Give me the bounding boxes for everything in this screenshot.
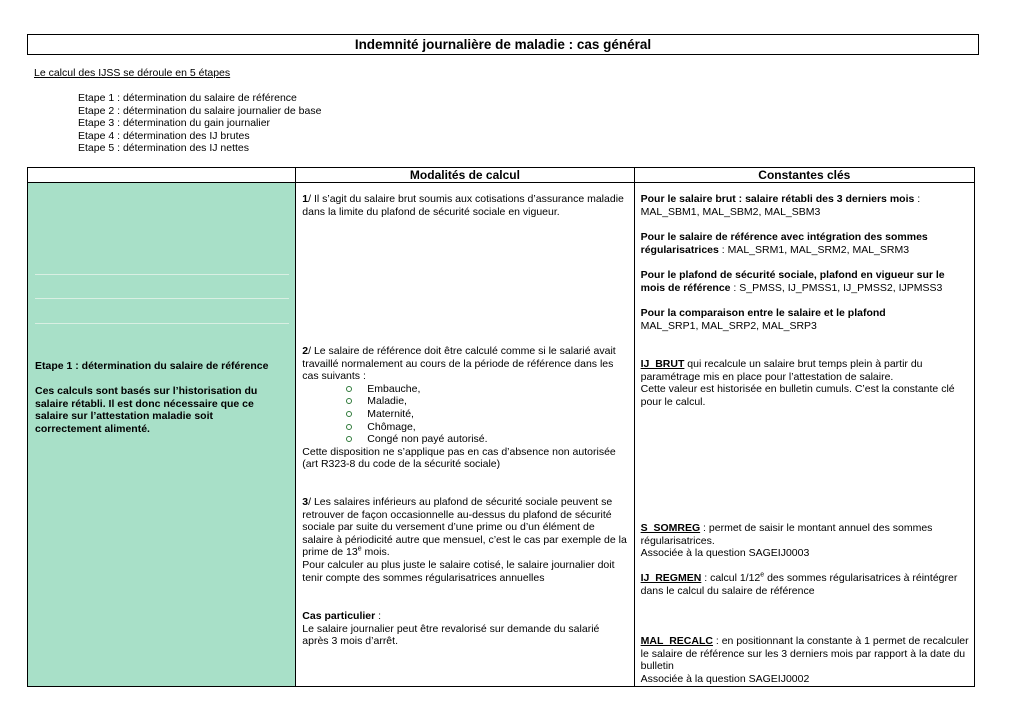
page-title: Indemnité journalière de maladie : cas général [27, 34, 979, 55]
step-item: Etape 3 : détermination du gain journalier [78, 117, 271, 130]
point-number: 2 [302, 345, 309, 357]
header-constantes: Constantes clés [634, 168, 974, 183]
constante-ij-brut: IJ_BRUT qui recalcule un salaire brut temps plein à partir du paramétrage mis en place pour l’attestation de salaire. Cette valeur est historisée en bulletin cumuls. C’est la constante clé pour le calcul. [640, 358, 955, 408]
step-title: Etape 1 : détermination du salaire de référence [35, 360, 269, 372]
cas-particulier: Cas particulier : Le salaire journalier peut être revalorisé sur demande du salarié après 3 mois d’arrêt. [302, 610, 628, 648]
header-modalites: Modalités de calcul [296, 168, 634, 183]
divider [35, 274, 289, 275]
constante-mal-recalc: MAL_RECALC : en positionnant la constante à 1 permet de recalculer le salaire de référence sur les 3 derniers mois par rapport à la date du bulletin Associée à la question SAGEIJ0002 [640, 635, 969, 685]
step-item: Etape 4 : détermination des IJ brutes [78, 129, 250, 142]
calculation-table [27, 167, 975, 687]
step-item: Etape 5 : détermination des IJ nettes [78, 142, 250, 155]
step-item: Etape 2 : détermination du salaire journalier de base [78, 104, 322, 117]
modalite-2 [302, 345, 628, 471]
step-item: Etape 1 : détermination du salaire de référence [78, 92, 297, 104]
divider [35, 323, 289, 324]
constante-1: Pour le salaire brut : salaire rétabli des 3 derniers mois : MAL_SBM1, MAL_SBM2, MAL_SBM3 [640, 193, 921, 218]
table-header-row [28, 168, 975, 183]
list-item: Maternité, [302, 408, 628, 421]
constantes-cell [634, 183, 974, 687]
divider [35, 298, 289, 299]
cas-title: Cas particulier [302, 610, 376, 622]
constante-4: Pour la comparaison entre le salaire et le plafond MAL_SRP1, MAL_SRP2, MAL_SRP3 [640, 307, 886, 332]
list-item: Maladie, [302, 395, 628, 408]
constant-code: S_SOMREG [640, 522, 701, 534]
list-item: Congé non payé autorisé. [302, 433, 628, 446]
table-row [28, 183, 975, 687]
constante-ij-regmen: IJ_REGMEN : calcul 1/12e des sommes régularisatrices à réintégrer dans le calcul du salaire de référence [640, 571, 958, 597]
header-empty [28, 168, 296, 183]
circle-bullet-icon [346, 436, 352, 442]
point-text: / Il s’agit du salaire brut soumis aux cotisations d’assurance maladie dans la limite du plafond de sécurité sociale en vigueur. [302, 193, 624, 218]
modalites-cell [296, 183, 634, 687]
point-text: / Le salaire de référence doit être calculé comme si le salarié avait travaillé normalement au cours de la période de référence dans les cas suivants : [302, 345, 616, 383]
step-cell [28, 183, 296, 687]
intro-text: Le calcul des IJSS se déroule en 5 étapes [34, 67, 231, 79]
constant-code: IJ_REGMEN [640, 572, 702, 584]
constante-2: Pour le salaire de référence avec intégration des sommes régularisatrices : MAL_SRM1, MAL_SRM2, MAL_SRM3 [640, 231, 928, 256]
circle-bullet-icon [346, 424, 352, 430]
list-item: Chômage, [302, 421, 628, 434]
modalite-3: 3/ Les salaires inférieurs au plafond de sécurité sociale peuvent se retrouver de façon occasionnelle au-dessus du plafond de sécurité sociale par suite du versement d’une prime ou d’un élément de salaire à périodicité autre que mensuel, c’est le cas par exemple de la prime de 13e mois. Pour calculer au plus juste le salaire cotisé, le salaire journalier doit tenir compte des sommes régularisatrices annuelles [302, 496, 627, 584]
step-description: Ces calculs sont basés sur l’historisation du salaire rétabli. Il est donc nécessaire que ce salaire sur l’attestation maladie soit correctement alimenté. [35, 385, 258, 435]
circle-bullet-icon [346, 386, 352, 392]
cas-text: Le salaire journalier peut être revalorisé sur demande du salarié après 3 mois d’arrêt. [302, 622, 600, 648]
constante-3: Pour le plafond de sécurité sociale, plafond en vigueur sur le mois de référence : S_PMSS, IJ_PMSS1, IJ_PMSS2, IJPMSS3 [640, 269, 945, 294]
constant-code: IJ_BRUT [640, 358, 685, 370]
circle-bullet-icon [346, 398, 352, 404]
point-number: 3 [302, 496, 309, 508]
circle-bullet-icon [346, 411, 352, 417]
cases-list [302, 383, 628, 446]
constant-code: MAL_RECALC [640, 635, 713, 647]
point-note: Cette disposition ne s’applique pas en cas d’absence non autorisée (art R323-8 du code de la sécurité sociale) [302, 445, 616, 471]
point-note: Pour calculer au plus juste le salaire cotisé, le salaire journalier doit tenir compte des sommes régularisatrices annuelles [302, 558, 615, 584]
list-item: Embauche, [302, 383, 628, 396]
steps-list [78, 92, 321, 155]
point-number: 1 [302, 193, 309, 205]
modalite-1 [302, 193, 628, 218]
constante-s-somreg: S_SOMREG : permet de saisir le montant annuel des sommes régularisatrices. Associée à la question SAGEIJ0003 [640, 522, 933, 560]
